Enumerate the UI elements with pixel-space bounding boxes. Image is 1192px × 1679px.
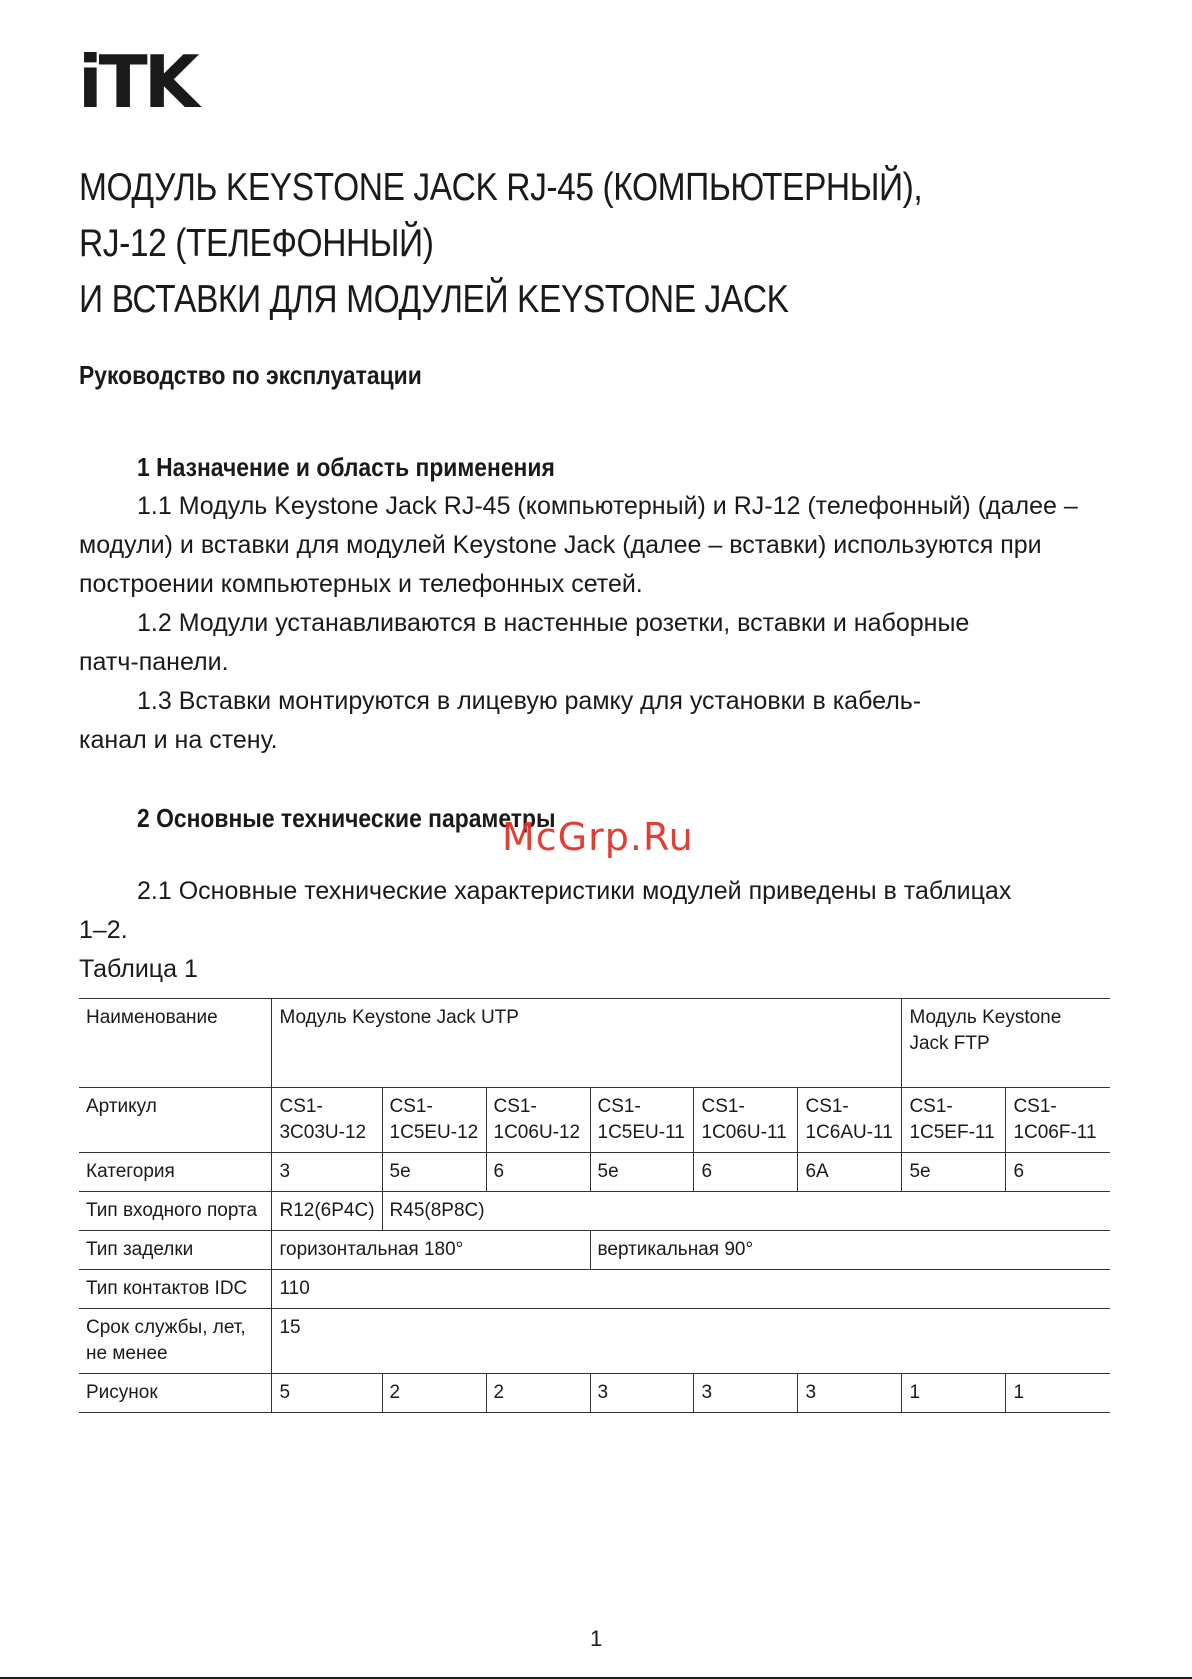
table-cell: CS1-1C06U-11 (694, 1088, 798, 1153)
brand-logo: iTK (78, 40, 196, 124)
row-label: Тип контактов IDC (79, 1270, 272, 1309)
document-subtitle: Руководство по эксплуатации (79, 360, 422, 390)
table-cell: CS1-1C06F-11 (1006, 1088, 1110, 1153)
table-cell: CS1-1C06U-12 (486, 1088, 590, 1153)
table-cell: CS1-1C5EU-12 (382, 1088, 486, 1153)
table-row (79, 999, 1110, 1088)
table-cell: вертикальная 90° (590, 1231, 1110, 1270)
section-1-body (79, 487, 1129, 760)
table-cell: 5 (272, 1374, 382, 1413)
row-label: Срок службы, лет, не менее (79, 1309, 272, 1374)
table-cell: 3 (798, 1374, 902, 1413)
table-cell: 15 (272, 1309, 1110, 1374)
table-cell: 3 (590, 1374, 694, 1413)
table-cell: CS1-1C6AU-11 (798, 1088, 902, 1153)
paragraph-2-1: 2.1 Основные технические характеристики модулей приведены в таблицах 1–2. (79, 877, 1012, 944)
title-line: И ВСТАВКИ ДЛЯ МОДУЛЕЙ KEYSTONE JACK (79, 278, 789, 321)
document-title (79, 160, 991, 328)
paragraph-1-1: 1.1 Модуль Keystone Jack RJ-45 (компьютерный) и RJ-12 (телефонный) (далее – модули) и вставки для модулей Keystone Jack (далее – вставки) используются при построении компьютерных и телефонных сетей. (79, 492, 1078, 598)
row-label: Артикул (79, 1088, 272, 1153)
table-cell: CS1-3C03U-12 (272, 1088, 382, 1153)
row-label: Категория (79, 1153, 272, 1192)
table-row (79, 1309, 1110, 1374)
table-cell: CS1-1C5EU-11 (590, 1088, 694, 1153)
row-label: Рисунок (79, 1374, 272, 1413)
table-cell: 6 (694, 1153, 798, 1192)
title-line: МОДУЛЬ KEYSTONE JACK RJ-45 (КОМПЬЮТЕРНЫЙ), (79, 166, 923, 209)
section-2-body (79, 872, 1129, 950)
table-cell: 6 (486, 1153, 590, 1192)
table-cell: 5e (382, 1153, 486, 1192)
ftp-header-cell: Модуль Keystone Jack FTP (902, 999, 1110, 1088)
page-number: 1 (590, 1626, 603, 1651)
table-cell: 3 (694, 1374, 798, 1413)
section-1-heading: 1 Назначение и область применения (137, 452, 555, 482)
table-cell: 5e (902, 1153, 1006, 1192)
table-cell: 1 (902, 1374, 1006, 1413)
section-2-heading: 2 Основные технические параметры (137, 803, 556, 833)
title-line: RJ-12 (ТЕЛЕФОННЫЙ) (79, 222, 434, 265)
table-cell: R45(8P8C) (382, 1192, 1110, 1231)
table-cell: 3 (272, 1153, 382, 1192)
table-cell: 2 (486, 1374, 590, 1413)
utp-header-cell: Модуль Keystone Jack UTP (272, 999, 902, 1088)
table-row (79, 1374, 1110, 1413)
table-cell: 6A (798, 1153, 902, 1192)
spec-table (79, 998, 1110, 1413)
watermark: McGrp.Ru (502, 815, 694, 859)
table-cell: горизонтальная 180° (272, 1231, 590, 1270)
table-cell: 110 (272, 1270, 1110, 1309)
table-cell: R12(6P4C) (272, 1192, 382, 1231)
table-cell: CS1-1C5EF-11 (902, 1088, 1006, 1153)
table-row (79, 1153, 1110, 1192)
table-caption: Таблица 1 (79, 955, 198, 983)
row-label: Тип заделки (79, 1231, 272, 1270)
table-row (79, 1088, 1110, 1153)
table-cell: 5e (590, 1153, 694, 1192)
paragraph-1-3: 1.3 Вставки монтируются в лицевую рамку для установки в кабель-канал и на стену. (79, 687, 922, 754)
table-cell: 2 (382, 1374, 486, 1413)
row-label: Наименование (79, 999, 272, 1088)
table-row (79, 1270, 1110, 1309)
table-row (79, 1231, 1110, 1270)
paragraph-1-2: 1.2 Модули устанавливаются в настенные розетки, вставки и наборные патч-панели. (79, 609, 970, 676)
row-label: Тип входного порта (79, 1192, 272, 1231)
table-cell: 1 (1006, 1374, 1110, 1413)
table-row (79, 1192, 1110, 1231)
table-cell: 6 (1006, 1153, 1110, 1192)
